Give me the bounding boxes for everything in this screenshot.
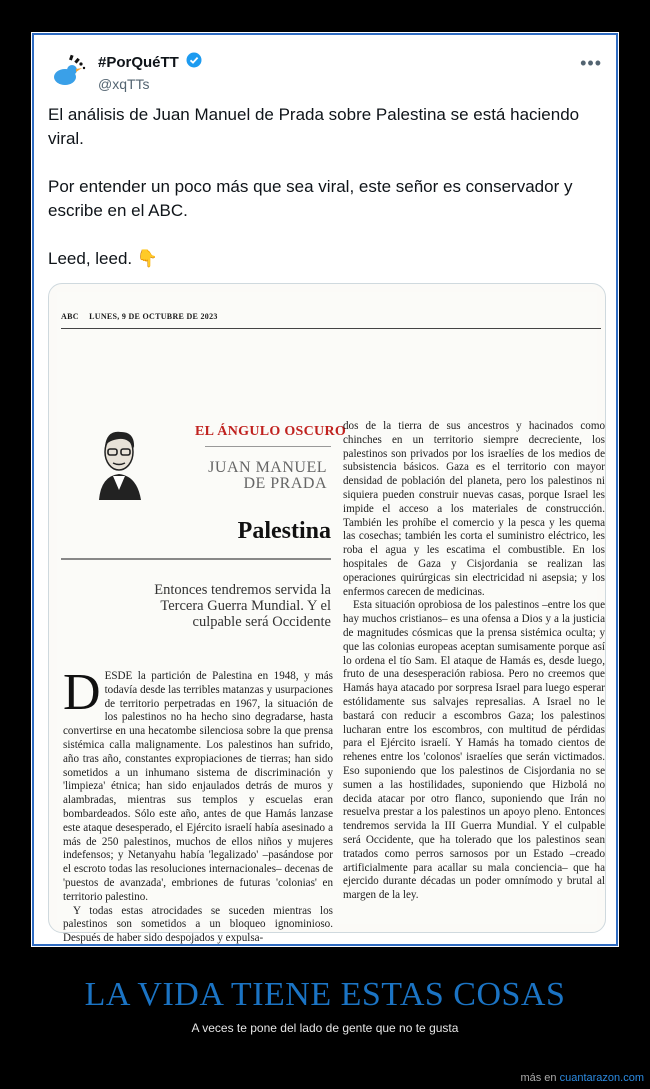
tweet-card (32, 33, 618, 946)
paper-date: LUNES, 9 DE OCTUBRE DE 2023 (89, 312, 218, 321)
article-paragraph: dos de la tierra de sus ancestros y hacinados como chinches en un territorio siempre decreciente, los palestinos son privados por los israelíes de los medios de subsistencia básicos. Gaza es el territorio con mayor densidad de población del planeta, pero los palestinos ni siquiera pueden construir nuevas casas, porque Israel les impide el acceso a los materiales de construcción. También les prohíbe el comercio y la pesca y les quema las cosechas; también les corta el suministro eléctrico, les roba el agua y les escatima el combustible. En los hospitales de Gaza y Cisjordania se realizan las operaciones quirúrgicas sin electricidad ni asepsia; y los enfermos carecen de medicinas. (343, 420, 605, 598)
paper-name: ABC (61, 312, 79, 321)
credit-prefix: más en (520, 1072, 557, 1084)
avatar[interactable] (48, 51, 88, 91)
article-paragraph: Y todas estas atrocidades se suceden mientras los palestinos son sometidos a un bloqueo ignominioso. Después de haber sido despojados y expulsa- (63, 904, 333, 945)
site-link[interactable]: cuantarazon.com (559, 1072, 644, 1084)
site-credit (520, 1072, 644, 1084)
tweet-paragraph: Leed, leed. 👇 (48, 249, 159, 268)
author-name (207, 460, 327, 492)
user-info[interactable] (98, 52, 202, 92)
verified-badge-icon (186, 52, 202, 73)
section-rule (205, 446, 331, 447)
meme-subtitle: A veces te pone del lado de gente que no te gusta (191, 1021, 459, 1035)
article-image[interactable] (48, 283, 606, 945)
meme-title: LA VIDA TIENE ESTAS COSAS (84, 976, 566, 1013)
more-options-icon[interactable]: ••• (580, 53, 602, 73)
author-line: JUAN MANUEL (208, 459, 327, 476)
drop-cap: D (63, 664, 101, 721)
article-column-left (63, 664, 333, 946)
tweet-body (48, 103, 588, 295)
tweet-header (48, 47, 602, 95)
tweet-paragraph: El análisis de Juan Manuel de Prada sobre Palestina se está haciendo viral. (48, 105, 580, 148)
author-portrait-icon (85, 420, 153, 500)
article-paragraph: ESDE la partición de Palestina en 1948, y más todavía desde las terribles matanzas y usurpaciones de territorio perpetradas en 1967, la situación de los palestinos no ha hecho sino degradarse, hasta convertirse en una hecatombe silenciosa sobre la que prensa sistémica calla malignamente. Los palestinos han sufrido, año tras año, constantes expropiaciones de tierras; han sido sometidos a un inhumano sistema de discriminación y 'limpieza' étnica; han sido enjaulados detrás de muros y alambradas, mientras sus templos y escuelas eran bombardeados. Sólo este año, antes de que Hamás lanzase este ataque desesperado, el Ejército israelí había asesinado a más de 250 palestinos, muchos de ellos niños y mujeres indefensos; y Netanyahu había 'legalizado' –pasándose por el escroto todas las resoluciones internacionales– decenas de 'puestos de avanzada', embriones de futuras 'colonias' en territorio palestino. (63, 670, 333, 903)
article-column-right (343, 420, 605, 903)
paper-header (61, 312, 331, 321)
user-handle[interactable]: @xqTTs (98, 76, 150, 92)
display-name[interactable]: #PorQuéTT (98, 54, 179, 71)
headline-rule (61, 558, 331, 560)
newspaper-clipping (57, 292, 605, 945)
article-paragraph: Esta situación oprobiosa de los palestinos –entre los que hay muchos cristianos– es una ofensa a Dios y a la justicia de magnitudes cósmicas que la prensa sistémica oculta; y que las colonias europeas aceptan sumisamente porque así lo ordena el tío Sam. El ataque de Hamás es, desde luego, fruto de una desesperación rabiosa. Pero no creemos que Hamás haya atacado por sorpresa Israel para luego esperar estólidamente sus salvajes represalias. A Israel no le bastará con reducir a escombros Gaza; los palestinos lucharan entre los escombros, con multitud de pérdidas para el Ejército israelí. Y Hamás ha tomado cientos de rehenes entre los 'colonos' israelíes que serán victimados. Eso suponiendo que los palestinos de Cisjordania no se sumen a las hostilidades, suponiendo que Hizbolá no decida atacar por otro flanco, suponiendo que Irán no resuelva prestar a los palestinos un apoyo pleno. Entonces tendremos servida la III Guerra Mundial. Y el culpable será Occidente, que ha tolerado que los palestinos sean tratados como perros sarnosos por un Estado –creado artificialmente para acallar su mala conciencia– que ha ejercido durante décadas un poder omnímodo y brutal al margen de la ley. (343, 599, 605, 902)
header-rule (61, 328, 601, 329)
article-subtitle: Entonces tendremos servida la Tercera Guerra Mundial. Y el culpable será Occidente (154, 582, 331, 630)
article-headline: Palestina (237, 518, 331, 544)
author-line: DE PRADA (243, 475, 327, 492)
tweet-paragraph: Por entender un poco más que sea viral, este señor es conservador y escribe en el ABC. (48, 177, 573, 220)
bird-logo-icon (48, 51, 88, 91)
section-title: EL ÁNGULO OSCURO (195, 424, 347, 439)
